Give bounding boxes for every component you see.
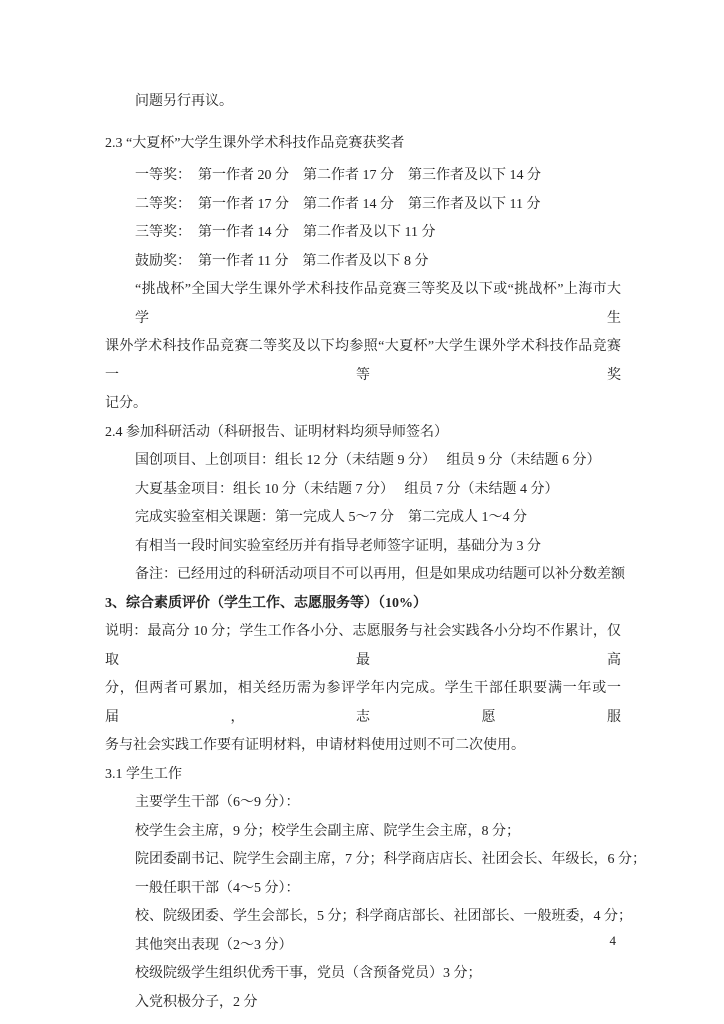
student-work-other-performance: 其他突出表现（2～3 分）	[135, 937, 293, 953]
section-heading-3: 3、综合素质评价（学生工作、志愿服务等）（10%）	[105, 595, 427, 611]
para-shuoming-line-1: 说明：最高分 10 分；学生工作各小分、志愿服务与社会实践各小分均不作累计，仅取最高	[105, 624, 621, 668]
award-second-prize: 二等奖： 第一作者 17 分 第二作者 14 分 第三作者及以下 11 分	[135, 196, 541, 212]
award-first-prize: 一等奖： 第一作者 20 分 第二作者 17 分 第三作者及以下 14 分	[135, 168, 541, 183]
para-intro-line: 问题另行再议。	[135, 94, 233, 109]
student-work-general-cadre: 一般任职干部（4～5 分）：	[135, 880, 300, 896]
section-heading-2-3: 2.3 “大夏杯”大学生课外学术科技作品竞赛获奖者	[105, 135, 405, 151]
research-item-lab-project: 完成实验室相关课题：第一完成人 5～7 分 第二完成人 1～4 分	[135, 510, 527, 525]
research-note: 备注：已经用过的科研活动项目不可以再用，但是如果成功结题可以补分数差额	[135, 567, 625, 582]
student-work-main-cadre-scores-1: 校学生会主席，9 分；校学生会副主席、院学生会主席，8 分；	[135, 823, 520, 839]
award-third-prize: 三等奖： 第一作者 14 分 第二作者及以下 11 分	[135, 225, 436, 240]
para-tiaozhanbei-line-3: 记分。	[105, 396, 147, 411]
student-work-main-cadre-scores-2: 院团委副书记、院学生会副主席，7 分；科学商店店长、社团会长、年级长，6 分；	[135, 852, 646, 867]
section-heading-2-4: 2.4 参加科研活动（科研报告、证明材料均须导师签名）	[105, 424, 448, 440]
award-encouragement-prize: 鼓励奖： 第一作者 11 分 第二作者及以下 8 分	[135, 253, 429, 269]
research-item-daxia-fund: 大夏基金项目：组长 10 分（未结题 7 分） 组员 7 分（未结题 4 分）	[135, 481, 559, 497]
page-number-label: 4	[609, 933, 616, 948]
para-shuoming-line-3: 务与社会实践工作要有证明材料，申请材料使用过则不可二次使用。	[105, 738, 525, 753]
para-shuoming-line-2: 分，但两者可累加，相关经历需为参评学年内完成。学生干部任职要满一年或一届，志愿服	[105, 681, 621, 725]
para-tiaozhanbei-line-2: 课外学术科技作品竞赛二等奖及以下均参照“大夏杯”大学生课外学术科技作品竞赛一等奖	[105, 339, 621, 383]
student-work-other-scores-1: 校级院级学生组织优秀干事，党员（含预备党员）3 分；	[135, 966, 482, 981]
student-work-other-scores-2: 入党积极分子，2 分	[135, 994, 258, 1010]
research-item-lab-experience: 有相当一段时间实验室经历并有指导老师签字证明，基础分为 3 分	[135, 538, 541, 554]
student-work-general-cadre-scores: 校、院级团委、学生会部长，5 分；科学商店部长、社团部长、一般班委，4 分；	[135, 909, 632, 924]
document-body	[105, 88, 646, 1017]
research-item-guochuang: 国创项目、上创项目：组长 12 分（未结题 9 分） 组员 9 分（未结题 6 分）	[135, 453, 601, 468]
section-heading-3-1: 3.1 学生工作	[105, 766, 182, 782]
student-work-main-cadre: 主要学生干部（6～9 分）：	[135, 795, 300, 810]
para-tiaozhanbei-line-1: “挑战杯”全国大学生课外学术科技作品竞赛三等奖及以下或“挑战杯”上海市大学生	[135, 282, 621, 326]
